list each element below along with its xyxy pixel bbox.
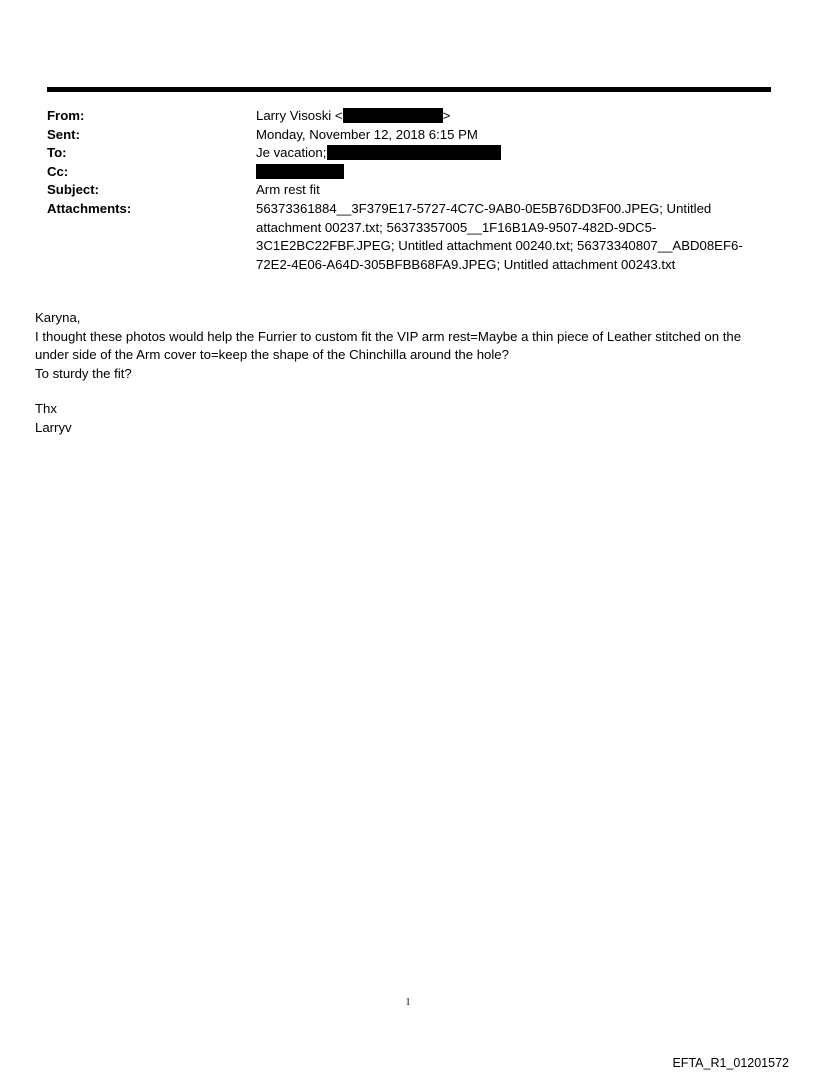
attachments-label: Attachments: (47, 200, 132, 216)
to-value: Je vacation; (256, 145, 327, 161)
email-body (35, 309, 775, 438)
paragraph-spacer (35, 383, 775, 400)
document-id: EFTA_R1_01201572 (672, 1056, 789, 1070)
page-number: 1 (405, 997, 411, 1008)
header-row-subject (47, 181, 771, 200)
closing-thanks: Thx (35, 401, 57, 417)
header-row-attachments (47, 200, 771, 274)
body-paragraph: I thought these photos would help the Furrier to custom fit the VIP arm rest=Maybe a thin piece of Leather stitched on the under side of the Arm cover to=keep the shape of the Chinchilla around the hole? (35, 328, 742, 363)
signature: Larryv (35, 419, 72, 435)
redaction-box (343, 108, 443, 123)
from-label: From: (47, 108, 85, 123)
from-value-suffix: > (442, 108, 451, 123)
to-label: To: (47, 145, 67, 161)
attachments-value: 56373361884__3F379E17-5727-4C7C-9AB0-0E5B76DD3F00.JPEG; Untitled attachment 00237.txt; 56373357005__1F16B1A9-9507-482D-9DC5-3C1E2BC22FBF.JPEG; Untitled attachment 00240.txt; 56373340807__ABD08EF6-72E2-4E06-A64D-305BFBB68FA9.JPEG; Untitled attachment 00243.txt (256, 200, 743, 272)
to-value-container (256, 144, 771, 163)
sent-value: Monday, November 12, 2018 6:15 PM (256, 126, 478, 142)
body-paragraph-2: To sturdy the fit? (35, 365, 132, 381)
sent-label: Sent: (47, 126, 80, 142)
subject-label: Subject: (47, 182, 100, 198)
cc-value-container (256, 163, 771, 182)
redaction-box (256, 164, 344, 179)
subject-value: Arm rest fit (256, 182, 320, 198)
from-value: Larry Visoski < (256, 108, 343, 123)
header-divider-rule (47, 87, 771, 92)
redaction-box (327, 145, 501, 160)
header-row-from (47, 107, 771, 126)
cc-label: Cc: (47, 163, 69, 179)
header-row-sent (47, 126, 771, 145)
header-row-cc (47, 163, 771, 182)
email-header (47, 107, 771, 274)
header-row-to (47, 144, 771, 163)
greeting: Karyna, (35, 310, 81, 325)
from-value-container (256, 107, 771, 126)
